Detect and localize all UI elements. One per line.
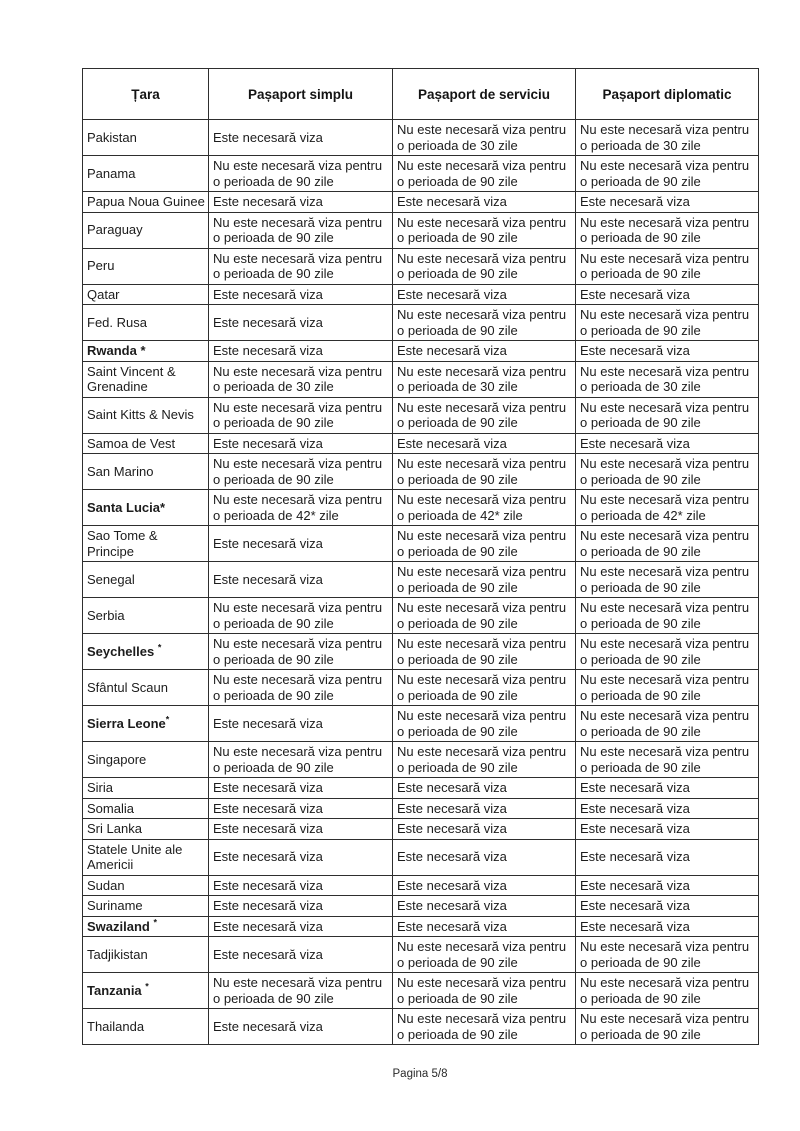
visa-status-cell: Nu este necesară viza pentru o perioada de 90 zile — [393, 454, 576, 490]
visa-status-cell: Nu este necesară viza pentru o perioada de 90 zile — [393, 562, 576, 598]
visa-status-cell: Nu este necesară viza pentru o perioada de 90 zile — [576, 562, 759, 598]
country-cell: Statele Unite ale Americii — [83, 839, 209, 875]
visa-status-cell: Nu este necesară viza pentru o perioada de 90 zile — [576, 937, 759, 973]
column-header-1: Țara — [83, 69, 209, 120]
table-row — [83, 192, 759, 213]
visa-status-cell: Nu este necesară viza pentru o perioada de 90 zile — [393, 598, 576, 634]
visa-status-cell: Nu este necesară viza pentru o perioada de 90 zile — [576, 598, 759, 634]
visa-status-cell: Nu este necesară viza pentru o perioada de 90 zile — [393, 212, 576, 248]
visa-status-cell: Este necesară viza — [393, 284, 576, 305]
table-row — [83, 896, 759, 917]
table-row — [83, 634, 759, 670]
footnote-marker: * — [165, 714, 170, 725]
visa-status-cell: Este necesară viza — [393, 192, 576, 213]
visa-status-cell: Este necesară viza — [576, 433, 759, 454]
table-row — [83, 248, 759, 284]
visa-status-cell: Este necesară viza — [576, 192, 759, 213]
table-row — [83, 562, 759, 598]
visa-status-cell: Nu este necesară viza pentru o perioada de 90 zile — [576, 156, 759, 192]
visa-status-cell: Nu este necesară viza pentru o perioada de 90 zile — [209, 248, 393, 284]
visa-status-cell: Este necesară viza — [209, 875, 393, 896]
table-row — [83, 284, 759, 305]
visa-status-cell: Nu este necesară viza pentru o perioada de 90 zile — [576, 706, 759, 742]
visa-status-cell: Este necesară viza — [209, 839, 393, 875]
visa-status-cell: Este necesară viza — [576, 341, 759, 362]
visa-status-cell: Este necesară viza — [576, 916, 759, 937]
country-cell: Siria — [83, 778, 209, 799]
visa-status-cell: Este necesară viza — [576, 798, 759, 819]
visa-status-cell: Nu este necesară viza pentru o perioada de 90 zile — [576, 742, 759, 778]
table-row — [83, 341, 759, 362]
visa-status-cell: Este necesară viza — [209, 896, 393, 917]
table-row — [83, 916, 759, 937]
table-row — [83, 120, 759, 156]
visa-status-cell: Nu este necesară viza pentru o perioada de 90 zile — [393, 670, 576, 706]
table-row — [83, 212, 759, 248]
country-cell: Pakistan — [83, 120, 209, 156]
visa-status-cell: Nu este necesară viza pentru o perioada de 90 zile — [576, 454, 759, 490]
visa-status-cell: Nu este necesară viza pentru o perioada de 42* zile — [209, 490, 393, 526]
table-row — [83, 454, 759, 490]
country-cell: Senegal — [83, 562, 209, 598]
country-cell: Swaziland * — [83, 916, 209, 937]
visa-status-cell: Nu este necesară viza pentru o perioada de 90 zile — [576, 305, 759, 341]
country-cell: Papua Noua Guinee — [83, 192, 209, 213]
visa-status-cell: Nu este necesară viza pentru o perioada de 90 zile — [393, 973, 576, 1009]
visa-status-cell: Este necesară viza — [576, 839, 759, 875]
visa-status-cell: Este necesară viza — [576, 284, 759, 305]
footnote-marker: * — [153, 917, 157, 928]
country-cell: Sfântul Scaun — [83, 670, 209, 706]
visa-status-cell: Nu este necesară viza pentru o perioada de 90 zile — [393, 305, 576, 341]
visa-status-cell: Este necesară viza — [393, 341, 576, 362]
visa-status-cell: Este necesară viza — [209, 819, 393, 840]
table-row — [83, 598, 759, 634]
visa-status-cell: Nu este necesară viza pentru o perioada de 42* zile — [576, 490, 759, 526]
visa-status-cell: Este necesară viza — [393, 916, 576, 937]
visa-status-cell: Nu este necesară viza pentru o perioada de 90 zile — [209, 742, 393, 778]
country-cell: Saint Vincent & Grenadine — [83, 361, 209, 397]
table-row — [83, 397, 759, 433]
country-cell: Saint Kitts & Nevis — [83, 397, 209, 433]
table-row — [83, 305, 759, 341]
table-row — [83, 490, 759, 526]
visa-status-cell: Nu este necesară viza pentru o perioada de 90 zile — [393, 397, 576, 433]
visa-status-cell: Este necesară viza — [393, 798, 576, 819]
footnote-marker: * — [145, 981, 149, 992]
visa-status-cell: Este necesară viza — [393, 778, 576, 799]
country-cell: Somalia — [83, 798, 209, 819]
column-header-4: Pașaport diplomatic — [576, 69, 759, 120]
table-body — [83, 120, 759, 1045]
table-row — [83, 819, 759, 840]
visa-status-cell: Este necesară viza — [209, 1009, 393, 1045]
visa-status-cell: Nu este necesară viza pentru o perioada de 90 zile — [576, 397, 759, 433]
table-row — [83, 973, 759, 1009]
visa-status-cell: Este necesară viza — [209, 916, 393, 937]
visa-status-cell: Este necesară viza — [209, 305, 393, 341]
country-cell: Fed. Rusa — [83, 305, 209, 341]
visa-status-cell: Este necesară viza — [209, 433, 393, 454]
visa-status-cell: Este necesară viza — [209, 120, 393, 156]
table-row — [83, 156, 759, 192]
visa-status-cell: Este necesară viza — [393, 839, 576, 875]
country-cell: Paraguay — [83, 212, 209, 248]
country-cell: Serbia — [83, 598, 209, 634]
visa-status-cell: Nu este necesară viza pentru o perioada de 90 zile — [393, 156, 576, 192]
visa-status-cell: Este necesară viza — [209, 937, 393, 973]
visa-status-cell: Nu este necesară viza pentru o perioada de 90 zile — [209, 634, 393, 670]
column-header-2: Pașaport simplu — [209, 69, 393, 120]
country-cell: Rwanda * — [83, 341, 209, 362]
country-cell: Tadjikistan — [83, 937, 209, 973]
table-row — [83, 937, 759, 973]
country-cell: Samoa de Vest — [83, 433, 209, 454]
column-header-3: Pașaport de serviciu — [393, 69, 576, 120]
visa-status-cell: Nu este necesară viza pentru o perioada de 30 zile — [576, 120, 759, 156]
table-row — [83, 433, 759, 454]
visa-status-cell: Nu este necesară viza pentru o perioada de 90 zile — [393, 742, 576, 778]
country-cell: Santa Lucia* — [83, 490, 209, 526]
visa-status-cell: Este necesară viza — [209, 778, 393, 799]
visa-status-cell: Nu este necesară viza pentru o perioada de 90 zile — [576, 973, 759, 1009]
visa-status-cell: Este necesară viza — [209, 284, 393, 305]
visa-status-cell: Este necesară viza — [209, 562, 393, 598]
visa-status-cell: Nu este necesară viza pentru o perioada de 90 zile — [209, 973, 393, 1009]
visa-status-cell: Nu este necesară viza pentru o perioada de 90 zile — [576, 526, 759, 562]
visa-status-cell: Este necesară viza — [209, 526, 393, 562]
table-row — [83, 839, 759, 875]
visa-status-cell: Nu este necesară viza pentru o perioada de 90 zile — [393, 706, 576, 742]
table-row — [83, 1009, 759, 1045]
country-cell: Peru — [83, 248, 209, 284]
table-row — [83, 778, 759, 799]
visa-status-cell: Este necesară viza — [393, 433, 576, 454]
country-cell: Sao Tome & Principe — [83, 526, 209, 562]
visa-status-cell: Este necesară viza — [576, 778, 759, 799]
visa-status-cell: Nu este necesară viza pentru o perioada de 90 zile — [576, 212, 759, 248]
country-cell: Suriname — [83, 896, 209, 917]
visa-status-cell: Nu este necesară viza pentru o perioada de 90 zile — [576, 670, 759, 706]
visa-status-cell: Nu este necesară viza pentru o perioada de 90 zile — [576, 1009, 759, 1045]
table-row — [83, 361, 759, 397]
country-cell: Panama — [83, 156, 209, 192]
visa-status-cell: Este necesară viza — [209, 706, 393, 742]
visa-status-cell: Este necesară viza — [576, 875, 759, 896]
visa-status-cell: Nu este necesară viza pentru o perioada de 90 zile — [209, 212, 393, 248]
visa-status-cell: Nu este necesară viza pentru o perioada de 90 zile — [393, 937, 576, 973]
table-row — [83, 706, 759, 742]
visa-status-cell: Este necesară viza — [209, 798, 393, 819]
visa-status-cell: Nu este necesară viza pentru o perioada de 90 zile — [576, 248, 759, 284]
visa-status-cell: Este necesară viza — [209, 192, 393, 213]
country-cell: Sri Lanka — [83, 819, 209, 840]
visa-status-cell: Nu este necesară viza pentru o perioada de 30 zile — [209, 361, 393, 397]
visa-status-cell: Nu este necesară viza pentru o perioada de 90 zile — [209, 670, 393, 706]
visa-status-cell: Nu este necesară viza pentru o perioada de 90 zile — [209, 156, 393, 192]
visa-status-cell: Nu este necesară viza pentru o perioada de 30 zile — [393, 120, 576, 156]
visa-status-cell: Nu este necesară viza pentru o perioada de 30 zile — [393, 361, 576, 397]
table-row — [83, 670, 759, 706]
country-cell: Singapore — [83, 742, 209, 778]
page-number: Pagina 5/8 — [392, 1068, 448, 1080]
visa-status-cell: Este necesară viza — [576, 896, 759, 917]
country-cell: Sudan — [83, 875, 209, 896]
visa-status-cell: Nu este necesară viza pentru o perioada de 90 zile — [393, 526, 576, 562]
visa-status-cell: Este necesară viza — [393, 819, 576, 840]
visa-status-cell: Este necesară viza — [209, 341, 393, 362]
visa-status-cell: Nu este necesară viza pentru o perioada de 90 zile — [576, 634, 759, 670]
visa-status-cell: Nu este necesară viza pentru o perioada de 90 zile — [393, 1009, 576, 1045]
country-cell: Tanzania * — [83, 973, 209, 1009]
country-cell: Seychelles * — [83, 634, 209, 670]
visa-status-cell: Este necesară viza — [393, 896, 576, 917]
visa-status-cell: Nu este necesară viza pentru o perioada de 42* zile — [393, 490, 576, 526]
header-row — [83, 69, 759, 120]
country-cell: San Marino — [83, 454, 209, 490]
visa-status-cell: Nu este necesară viza pentru o perioada de 90 zile — [393, 248, 576, 284]
table-row — [83, 875, 759, 896]
visa-status-cell: Nu este necesară viza pentru o perioada de 90 zile — [209, 454, 393, 490]
country-cell: Qatar — [83, 284, 209, 305]
footnote-marker: * — [157, 642, 162, 653]
country-cell: Sierra Leone* — [83, 706, 209, 742]
visa-status-cell: Este necesară viza — [393, 875, 576, 896]
visa-requirements-table — [82, 68, 759, 1045]
visa-status-cell: Nu este necesară viza pentru o perioada de 30 zile — [576, 361, 759, 397]
country-cell: Thailanda — [83, 1009, 209, 1045]
visa-status-cell: Este necesară viza — [576, 819, 759, 840]
visa-status-cell: Nu este necesară viza pentru o perioada de 90 zile — [209, 598, 393, 634]
table-row — [83, 798, 759, 819]
visa-status-cell: Nu este necesară viza pentru o perioada de 90 zile — [393, 634, 576, 670]
visa-status-cell: Nu este necesară viza pentru o perioada de 90 zile — [209, 397, 393, 433]
table-row — [83, 742, 759, 778]
table-row — [83, 526, 759, 562]
